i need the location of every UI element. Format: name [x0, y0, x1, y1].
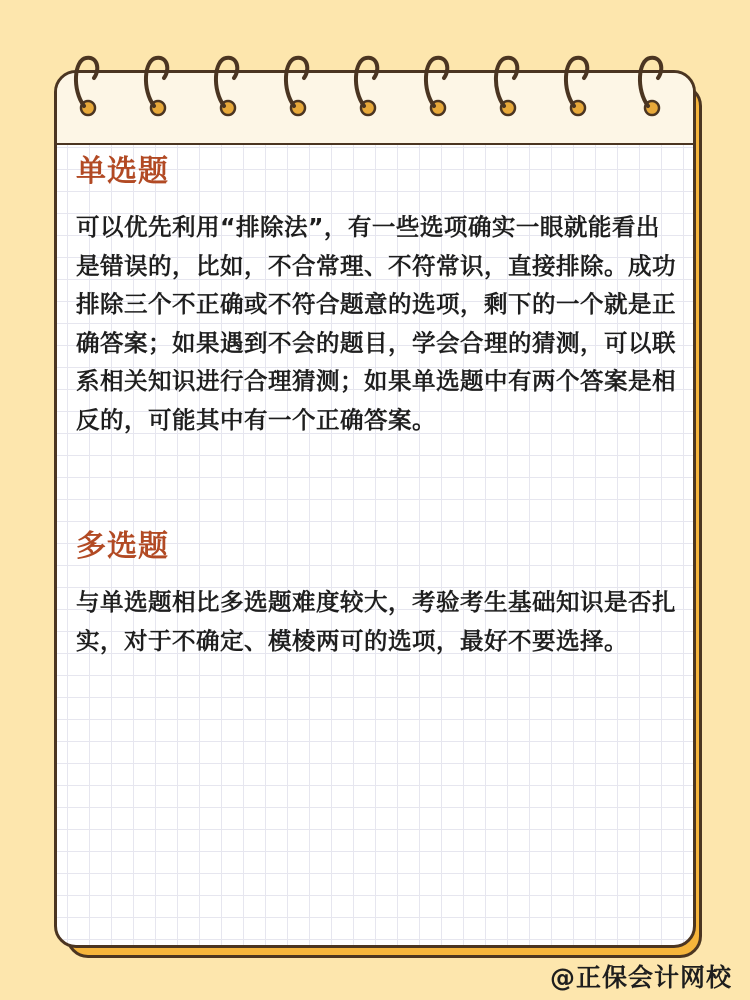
section-body-multiple-choice: 与单选题相比多选题难度较大，考验考生基础知识是否扎实，对于不确定、模棱两可的选项，最好不要选择。: [76, 588, 676, 655]
section-title-multiple-choice: 多选题: [76, 529, 169, 564]
brand-watermark: @正保会计网校: [549, 963, 732, 992]
section-title-single-choice: 单选题: [76, 154, 169, 189]
section-body-single-choice: 可以优先利用“排除法”，有一些选项确实一眼就能看出是错误的，比如，不合常理、不符常识，直接排除。成功排除三个不正确或不符合题意的选项，剩下的一个就是正确答案；如果遇到不会的题目，学会合理的猜测，可以联系相关知识进行合理猜测；如果单选题中有两个答案是相反的，可能其中有一个正确答案。: [76, 213, 676, 434]
multiple-choice-section: [76, 525, 676, 660]
single-choice-section: [76, 150, 676, 439]
notebook-binding-strip: [57, 73, 693, 145]
